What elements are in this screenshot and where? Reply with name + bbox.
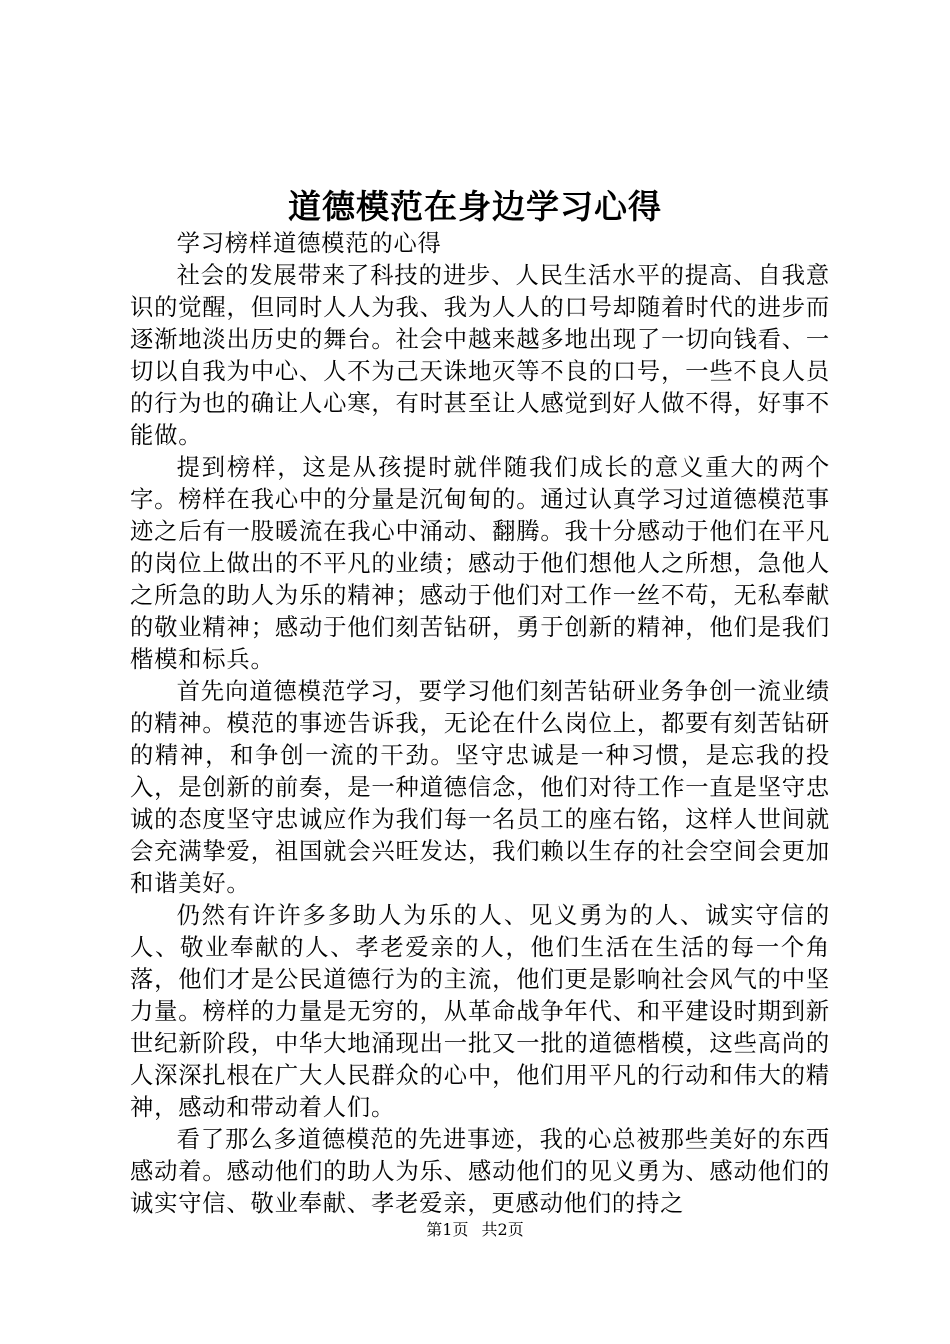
paragraph-3: 首先向道德模范学习，要学习他们刻苦钻研业务争创一流业绩的精神。模范的事迹告诉我，无论在什么岗位上，都要有刻苦钻研的精神，和争创一流的干劲。坚守忠诚是一种习惯，是忘我的投入，是创新的前奏，是一种道德信念，他们对待工作一直是坚守忠诚的态度坚守忠诚应作为我们每一名员工的座右铭，这样人世间就会充满挚爱，祖国就会兴旺发达，我们赖以生存的社会空间会更加和谐美好。 <box>130 678 830 897</box>
page-number-total: 共2页 <box>481 1220 524 1239</box>
paragraph-1: 社会的发展带来了科技的进步、人民生活水平的提高、自我意识的觉醒，但同时人人为我、我为人人的口号却随着时代的进步而逐渐地淡出历史的舞台。社会中越来越多地出现了一切向钱看、一切以自我为中心、人不为己天诛地灭等不良的口号，一些不良人员的行为也的确让人心寒，有时甚至让人感觉到好人做不得，好事不能做。 <box>130 262 830 449</box>
page-number-current: 第1页 <box>426 1220 469 1239</box>
paragraph-5: 看了那么多道德模范的先进事迹，我的心总被那些美好的东西感动着。感动他们的助人为乐、感动他们的见义勇为、感动他们的诚实守信、敬业奉献、孝老爱亲，更感动他们的持之 <box>130 1126 830 1217</box>
document-body <box>130 228 830 1220</box>
paragraph-2: 提到榜样，这是从孩提时就伴随我们成长的意义重大的两个字。榜样在我心中的分量是沉甸甸的。通过认真学习过道德模范事迹之后有一股暖流在我心中涌动、翻腾。我十分感动于他们在平凡的岗位上做出的不平凡的业绩；感动于他们想他人之所想，急他人之所急的助人为乐的精神；感动于他们对工作一丝不苟，无私奉献的敬业精神；感动于他们刻苦钻研，勇于创新的精神，他们是我们楷模和标兵。 <box>130 454 830 673</box>
paragraph-4: 仍然有许许多多助人为乐的人、见义勇为的人、诚实守信的人、敬业奉献的人、孝老爱亲的人，他们生活在生活的每一个角落，他们才是公民道德行为的主流，他们更是影响社会风气的中坚力量。榜样的力量是无穷的，从革命战争年代、和平建设时期到新世纪新阶段，中华大地涌现出一批又一批的道德楷模，这些高尚的人深深扎根在广大人民群众的心中，他们用平凡的行动和伟大的精神，感动和带动着人们。 <box>130 902 830 1121</box>
document-subtitle: 学习榜样道德模范的心得 <box>176 230 442 257</box>
document-title: 道德模范在身边学习心得 <box>288 187 662 226</box>
page-footer <box>0 1218 950 1242</box>
